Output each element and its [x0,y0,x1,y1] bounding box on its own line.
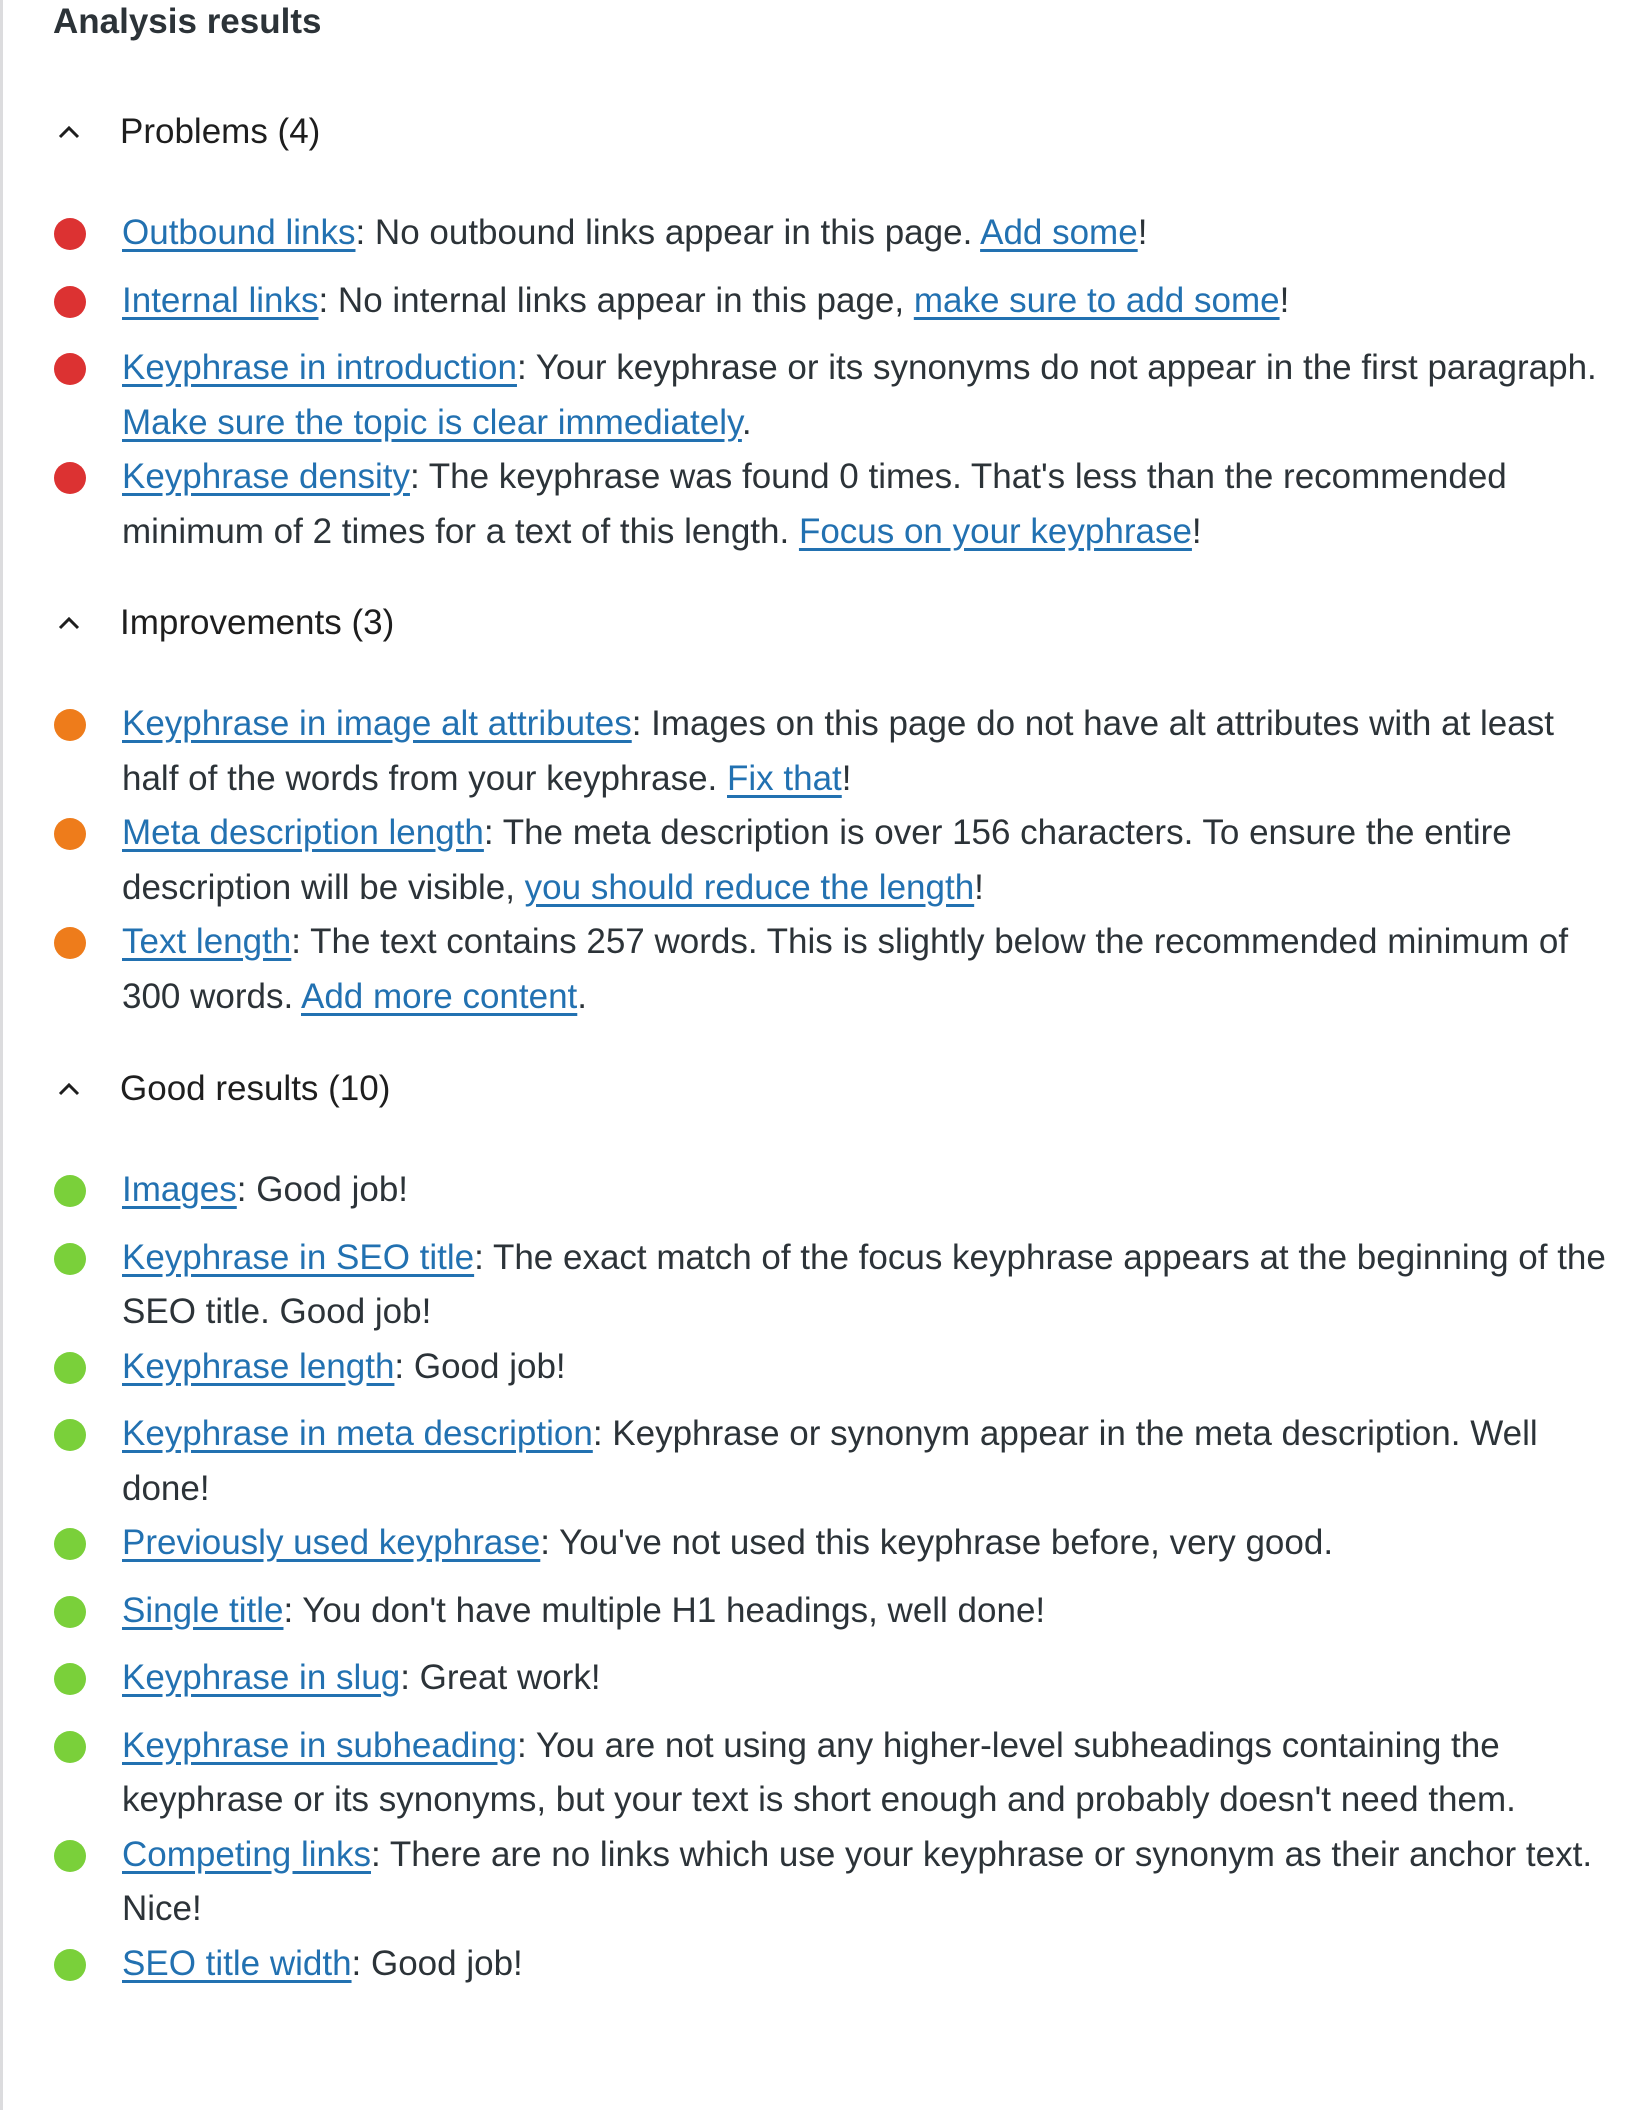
result-label-link[interactable]: Keyphrase in image alt attributes [122,704,632,743]
result-text: : The meta description is over 156 characters. To ensure the entire description will be visible, [122,813,1512,907]
result-item [3,1584,1648,1639]
status-bullet-good [54,1243,86,1275]
result-label-link[interactable]: Internal links [122,280,319,320]
status-bullet-good [54,1949,86,1981]
result-action-link[interactable]: make sure to add some [913,280,1280,320]
result-text: : Good job! [394,1346,566,1386]
status-bullet-good [54,1596,86,1628]
status-bullet-good [54,1528,86,1560]
status-bullet-ok [54,818,86,850]
result-item [3,1937,1648,1992]
result-text: : The text contains 257 words. This is slightly below the recommended minimum of 300 words. [122,922,1569,1016]
result-text: : No internal links appear in this page, [318,280,914,320]
result-label-link[interactable]: Meta description length [122,813,484,852]
result-label-link[interactable]: Images [122,1170,237,1209]
section-toggle-improvements[interactable] [3,595,1648,651]
section-good-results [3,1061,1648,1983]
result-item [3,1719,1648,1828]
result-text-end: . [741,402,752,442]
results-list [3,697,1648,1024]
status-bullet-good [54,1175,86,1207]
result-text-end: . [577,976,588,1016]
section-title: Improvements (3) [120,603,395,642]
result-text: : The exact match of the focus keyphrase appears at the beginning of the SEO title. Good job! [122,1237,1606,1331]
section-title: Problems (4) [120,112,321,151]
result-item [3,450,1648,559]
result-item [3,697,1648,806]
panel-title: Analysis results [53,2,322,41]
result-text: : The keyphrase was found 0 times. That's less than the recommended minimum of 2 times for a text of this length. [122,457,1507,551]
result-text: : Good job! [351,1943,523,1983]
result-label-link[interactable]: Keyphrase in slug [122,1658,401,1697]
result-item [3,1407,1648,1516]
section-problems [3,104,1648,551]
chevron-up-icon [55,1075,83,1103]
result-text: : No outbound links appear in this page. [355,213,981,252]
result-item [3,1163,1648,1218]
result-item [3,1516,1648,1571]
result-text-end: ! [1279,280,1290,320]
result-text: : Good job! [236,1170,409,1209]
result-text-end: ! [974,867,984,907]
result-action-link[interactable]: Add more content [301,976,578,1016]
result-item [3,274,1648,329]
result-text: : You don't have multiple H1 headings, well done! [283,1590,1046,1630]
result-label-link[interactable]: SEO title width [122,1943,352,1983]
result-item [3,915,1648,1024]
result-text: : You are not using any higher-level subheadings containing the keyphrase or its synonyms, but your text is short enough and probably doesn't need them. [122,1725,1516,1819]
result-text-end: ! [1137,213,1148,252]
status-bullet-bad [54,462,86,494]
result-label-link[interactable]: Keyphrase in SEO title [122,1237,475,1277]
result-action-link[interactable]: you should reduce the length [524,867,975,907]
status-bullet-good [54,1663,86,1695]
result-text: : Images on this page do not have alt attributes with at least half of the words from your keyphrase. [122,704,1554,798]
result-label-link[interactable]: Outbound links [122,213,356,252]
result-item [3,1340,1648,1395]
status-bullet-good [54,1840,86,1872]
result-text: : You've not used this keyphrase before, very good. [540,1523,1334,1562]
status-bullet-ok [54,709,86,741]
status-bullet-bad [54,353,86,385]
result-label-link[interactable]: Keyphrase density [122,457,410,496]
result-label-link[interactable]: Keyphrase in subheading [122,1725,518,1765]
result-item [3,1231,1648,1340]
status-bullet-bad [54,286,86,318]
result-label-link[interactable]: Keyphrase in meta description [122,1414,593,1453]
section-toggle-problems[interactable] [3,104,1648,160]
result-label-link[interactable]: Keyphrase in introduction [122,348,517,387]
result-item [3,206,1648,261]
status-bullet-good [54,1731,86,1763]
chevron-up-icon [55,609,83,637]
results-list [3,206,1648,559]
result-label-link[interactable]: Previously used keyphrase [122,1523,541,1562]
result-label-link[interactable]: Text length [122,922,292,961]
result-action-link[interactable]: Make sure the topic is clear immediately [122,402,742,442]
results-list [3,1163,1648,1991]
result-text: : Your keyphrase or its synonyms do not appear in the first paragraph. [516,348,1597,387]
result-text: : There are no links which use your keyphrase or synonym as their anchor text. Nice! [122,1834,1593,1928]
status-bullet-good [54,1419,86,1451]
result-label-link[interactable]: Keyphrase length [122,1346,395,1386]
result-item [3,806,1648,915]
section-title: Good results (10) [120,1069,391,1108]
result-text-end: ! [841,758,852,798]
result-text: : Keyphrase or synonym appear in the meta description. Well done! [122,1414,1538,1508]
result-action-link[interactable]: Focus on your keyphrase [798,511,1192,551]
chevron-up-icon [55,118,83,146]
status-bullet-ok [54,927,86,959]
status-bullet-bad [54,218,86,250]
result-item [3,1651,1648,1706]
result-label-link[interactable]: Competing links [122,1834,371,1874]
result-action-link[interactable]: Fix that [727,758,842,798]
result-text-end: ! [1191,511,1202,551]
result-action-link[interactable]: Add some [980,213,1138,252]
result-item [3,341,1648,450]
section-improvements [3,595,1648,1016]
status-bullet-good [54,1352,86,1384]
result-text: : Great work! [400,1658,601,1697]
result-label-link[interactable]: Single title [122,1590,284,1630]
result-item [3,1828,1648,1937]
section-toggle-good-results[interactable] [3,1061,1648,1117]
